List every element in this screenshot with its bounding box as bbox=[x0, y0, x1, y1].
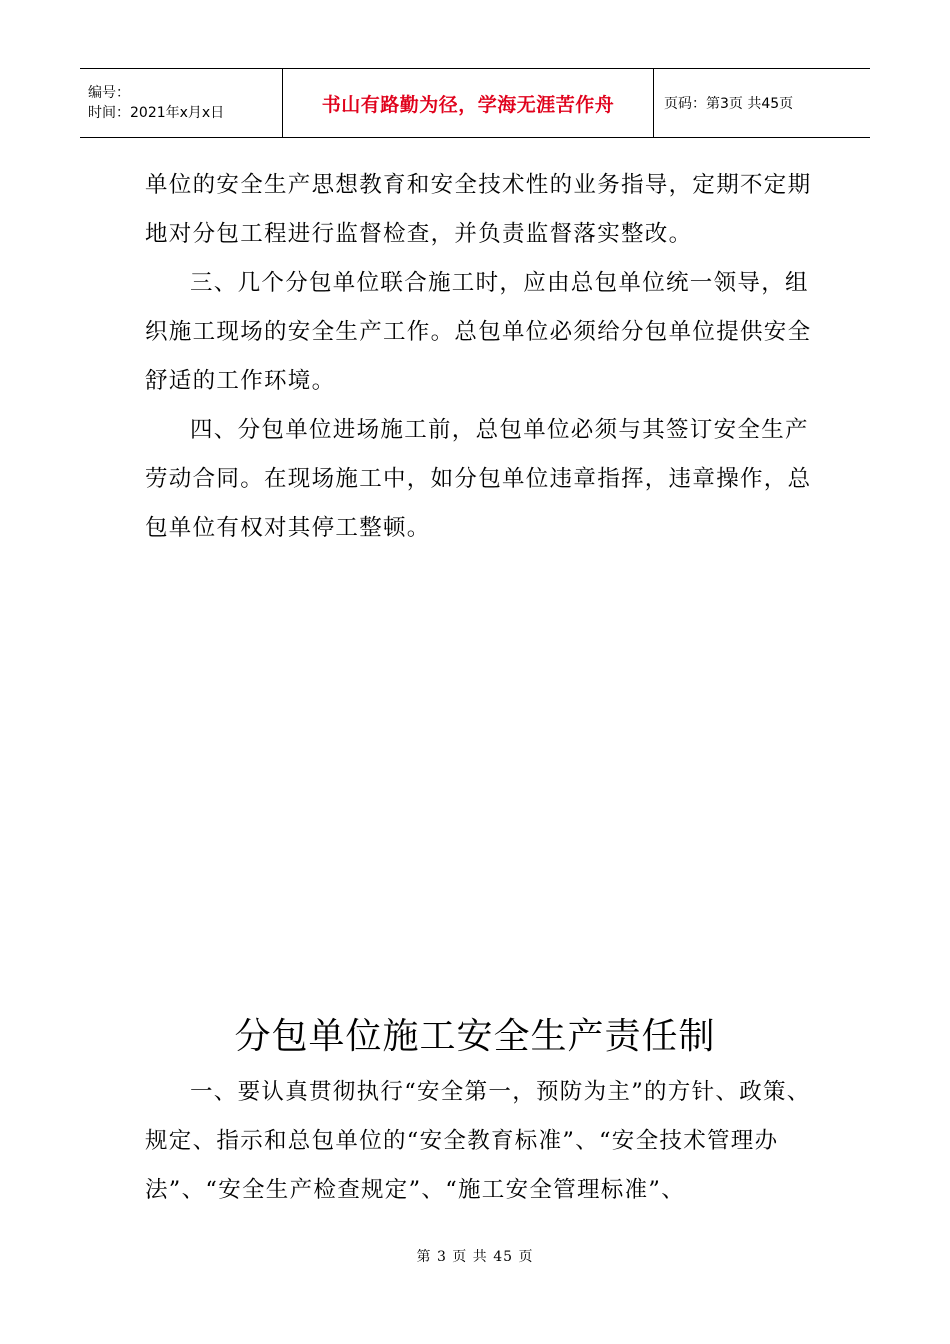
header-motto-cell bbox=[282, 69, 654, 137]
header-meta bbox=[80, 69, 282, 137]
section-1-body bbox=[145, 161, 825, 553]
page-header bbox=[80, 68, 870, 138]
page-footer: 第 3 页 共 45 页 bbox=[416, 1249, 534, 1265]
paragraph: 单位的安全生产思想教育和安全技术性的业务指导，定期不定期地对分包工程进行监督检查，并负责监督落实整改。 bbox=[145, 172, 812, 247]
header-page-cell bbox=[654, 69, 870, 137]
section-2-body bbox=[145, 1068, 825, 1215]
document-date: 时间：2021年x月x日 bbox=[88, 105, 225, 121]
header-motto: 书山有路勤为径，学海无涯苦作舟 bbox=[321, 93, 615, 116]
paragraph: 一、要认真贯彻执行“安全第一，预防为主”的方针、政策、规定、指示和总包单位的“安全教育标准”、“安全技术管理办法”、“安全生产检查规定”、“施工安全管理标准”、 bbox=[145, 1079, 811, 1203]
paragraph: 四、分包单位进场施工前，总包单位必须与其签订安全生产劳动合同。在现场施工中，如分包单位违章指挥，违章操作，总包单位有权对其停工整顿。 bbox=[145, 417, 812, 541]
section-title: 分包单位施工安全生产责任制 bbox=[234, 1016, 716, 1057]
header-page-info: 页码：第3页 共45页 bbox=[664, 96, 794, 112]
document-number-label: 编号： bbox=[88, 85, 130, 101]
paragraph: 三、几个分包单位联合施工时，应由总包单位统一领导，组织施工现场的安全生产工作。总包单位必须给分包单位提供安全舒适的工作环境。 bbox=[145, 270, 812, 394]
